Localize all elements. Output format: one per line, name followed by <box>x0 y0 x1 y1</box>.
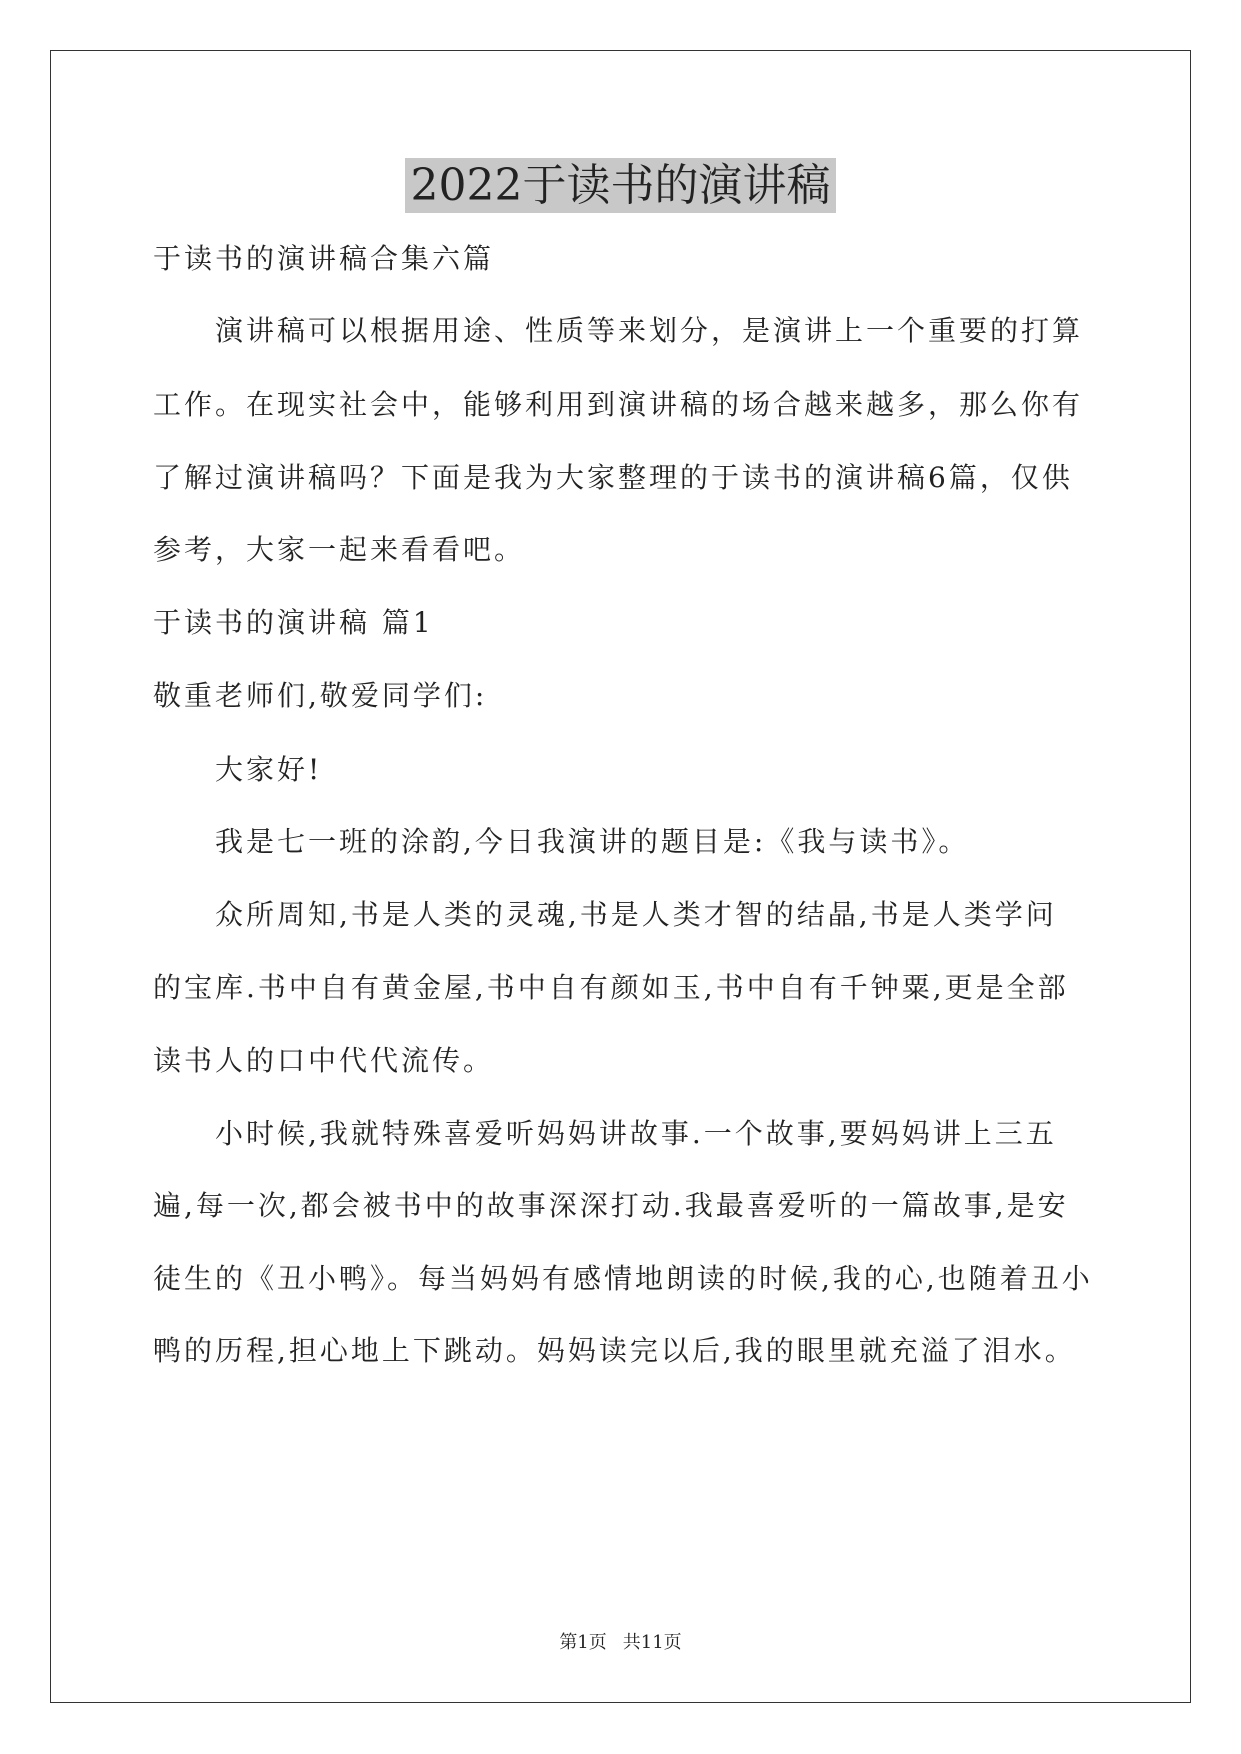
text-line: 的宝库.书中自有黄金屋,书中自有颜如玉,书中自有千钟粟,更是全部 <box>153 971 1069 1004</box>
text-line: 演讲稿可以根据用途、性质等来划分，是演讲上一个重要的打算 <box>215 314 1084 347</box>
document-title <box>0 156 1241 216</box>
page-number: 第1页 <box>559 1632 607 1653</box>
text-line: 徒生的《丑小鸭》。每当妈妈有感情地朗读的时候,我的心,也随着丑小 <box>153 1262 1093 1295</box>
text-line: 遍,每一次,都会被书中的故事深深打动.我最喜爱听的一篇故事,是安 <box>153 1189 1069 1222</box>
text-line: 众所周知,书是人类的灵魂,书是人类才智的结晶,书是人类学问 <box>215 898 1057 931</box>
text-line: 鸭的历程,担心地上下跳动。妈妈读完以后,我的眼里就充溢了泪水。 <box>153 1334 1076 1367</box>
text-line: 工作。在现实社会中，能够利用到演讲稿的场合越来越多，那么你有 <box>153 388 1084 421</box>
text-line: 了解过演讲稿吗？下面是我为大家整理的于读书的演讲稿6篇，仅供 <box>153 461 1073 494</box>
text-line: 参考，大家一起来看看吧。 <box>153 533 526 566</box>
page-border <box>50 50 1191 1703</box>
document-title-text: 2022于读书的演讲稿 <box>405 158 837 213</box>
salutation: 敬重老师们,敬爱同学们: <box>153 679 488 712</box>
text-line: 小时候,我就特殊喜爱听妈妈讲故事.一个故事,要妈妈讲上三五 <box>215 1117 1057 1150</box>
greeting: 大家好! <box>215 753 323 786</box>
section-heading: 于读书的演讲稿 篇1 <box>153 606 434 639</box>
page-footer <box>0 1631 1241 1655</box>
text-line-subtitle: 于读书的演讲稿合集六篇 <box>153 242 495 275</box>
page-total: 共11页 <box>622 1632 682 1653</box>
text-line: 我是七一班的涂韵,今日我演讲的题目是:《我与读书》。 <box>215 825 970 858</box>
text-line: 读书人的口中代代流传。 <box>153 1044 495 1077</box>
